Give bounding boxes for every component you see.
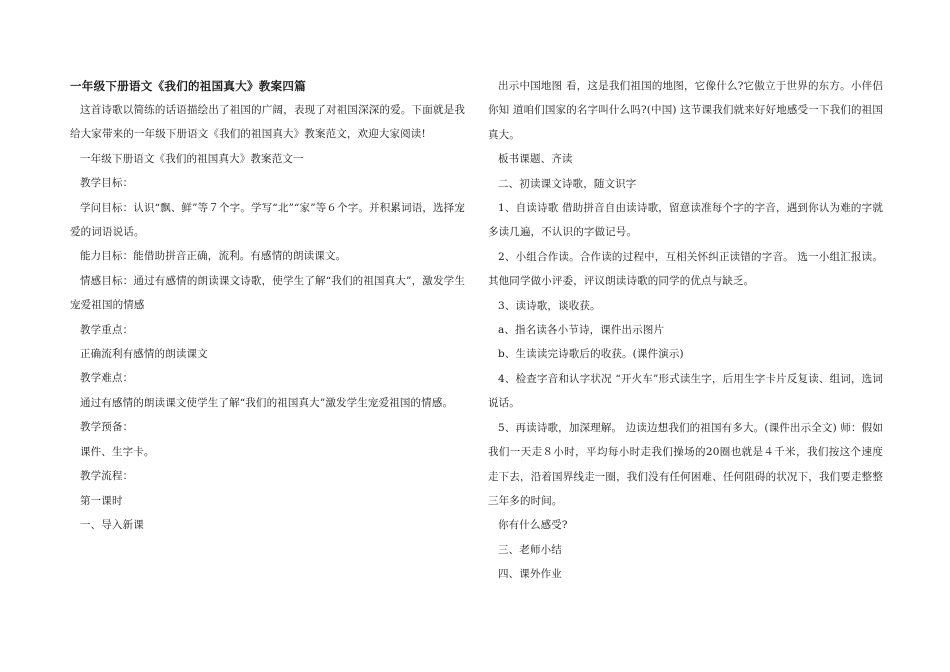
step-two-item-2: 2、小组合作读。合作读的过程中，互相关怀纠正读错的字音。 选一小组汇报读。其他同学做小评委，评议朗读诗歌的同学的优点与缺乏。 [488,250,883,288]
knowledge-objective: 学问目标：认识“飘、鲜”等７个字。学写“北”“家”等６个字。并积累词语，选择宠爱的词语说话。 [70,201,465,239]
step-two-heading: 二、初读课文诗歌，随文识字 [498,177,637,190]
step-one-heading: 一、导入新课 [80,518,144,531]
section-label-key-points: 教学重点： [80,323,134,336]
section-label-process: 教学流程： [80,470,134,483]
key-points-text: 正确流利有感情的朗读课文 [80,348,208,361]
step-three-heading: 三、老师小结 [498,543,562,556]
step-two-item-3b: b、生读读完诗歌后的收获。(课件演示) [498,348,684,361]
map-intro-paragraph: 出示中国地图 看，这是我们祖国的地图，它像什么?它傲立于世界的东方。小伴侣你知 道咱们国家的名字叫什么吗?(中国) 这节课我们就来好好地感受一下我们的祖国真大。 [488,80,883,141]
step-two-item-3a: a、指名读各小节诗，课件出示图片 [498,324,665,337]
document-title: 一年级下册语文《我们的祖国真大》教案四篇 [70,79,306,93]
emotion-objective: 情感目标：通过有感情的朗读课文诗歌，使学生了解“我们的祖国真大”，激发学生宠爱祖国的情感 [70,274,465,312]
right-column [488,74,883,587]
step-two-item-3: 3、读诗歌，谈收获。 [498,299,601,312]
section-label-preparation: 教学预备： [80,421,134,434]
section-label-difficulties: 教学难点： [80,372,134,385]
step-four-heading: 四、课外作业 [498,568,562,581]
lesson-one-label: 第一课时 [80,494,123,507]
intro-paragraph: 这首诗歌以简练的话语描绘出了祖国的广阔，表现了对祖国深深的爱。下面就是我给大家带来的一年级下册语文《我们的祖国真大》教案范文，欢迎大家阅读! [70,104,465,141]
step-two-item-1: 1、自读诗歌 借助拼音自由读诗歌，留意读准每个字的字音，遇到你认为难的字就多读几遍，不认识的字做记号。 [488,202,883,239]
board-title-text: 板书课题、齐读 [498,153,573,166]
ability-objective: 能力目标：能借助拼音正确，流利。有感情的朗读课文。 [80,250,347,263]
left-column [70,74,465,537]
step-two-item-4: 4、检查字音和认字状况 “开火车”形式读生字，后用生字卡片反复读、组词，选词说话。 [488,372,883,410]
feeling-question: 你有什么感受? [498,519,568,532]
preparation-text: 课件、生字卡。 [80,445,155,458]
difficulties-text: 通过有感情的朗读课文使学生了解“我们的祖国真大”激发学生宠爱祖国的情感。 [80,396,454,409]
step-two-item-5: 5、再读诗歌，加深理解。 边读边想我们的祖国有多大。(课件出示全文) 师：假如我们一天走８小时，平均每小时走我们操场的20圈也就是４千米，我们按这个速度走下去，沿着国界线走一圈，我们没有任何困难、任何阻碍的状况下，我们要走整整三年多的时间。 [488,421,883,507]
section-label-objectives: 教学目标： [80,177,134,190]
sample-heading: 一年级下册语文《我们的祖国真大》教案范文一 [80,152,304,165]
